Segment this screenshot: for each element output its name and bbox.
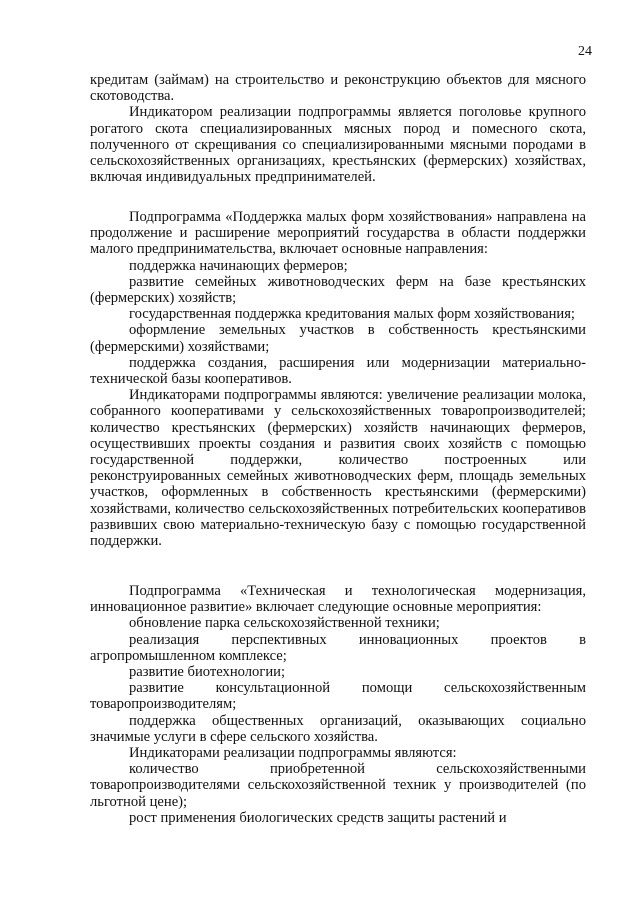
paragraph-indicators-heading: Индикаторами реализации подпрограммы являются:: [129, 745, 457, 762]
list-item: количество приобретенной сельскохозяйственными товаропроизводителями сельскохозяйственной техник у производителей (по льготной цене);: [90, 761, 586, 810]
list-item: обновление парка сельскохозяйственной техники;: [129, 615, 440, 632]
list-item: развитие семейных животноводческих ферм на базе крестьянских (фермерских) хозяйств;: [90, 273, 586, 307]
section-tech-modernization: [90, 583, 586, 826]
page-number: 24: [578, 44, 592, 59]
list-item: рост применения биологических средств защиты растений и: [129, 809, 507, 826]
paragraph-continuation: кредитам (займам) на строительство и реконструкцию объектов для мясного скотоводства.: [90, 72, 586, 105]
list-item: государственная поддержка кредитования малых форм хозяйствования;: [129, 306, 575, 323]
list-item: оформление земельных участков в собственность крестьянскими (фермерскими) хозяйствами;: [90, 322, 586, 355]
section-meat-cattle-continuation: [90, 72, 586, 185]
list-item: развитие биотехнологии;: [129, 664, 286, 681]
list-item: реализация перспективных инновационных проектов в агропромышленном комплексе;: [90, 631, 586, 664]
paragraph-intro: Подпрограмма «Поддержка малых форм хозяйствования» направлена на продолжение и расширение мероприятий государства в области поддержки малого предпринимательства, включает основные направления:: [90, 209, 586, 258]
list-item: развитие консультационной помощи сельскохозяйственным товаропроизводителям;: [90, 680, 586, 713]
paragraph-indicator: Индикатором реализации подпрограммы является поголовье крупного рогатого скота специализированных мясных пород и помесного скота, полученного от скрещивания со специализированными мясными породами в сельскохозяйственных организациях, крестьянских (фермерских) хозяйствах, включая индивидуальных предпринимателей.: [90, 104, 586, 186]
list-item: поддержка общественных организаций, оказывающих социально значимые услуги в сфере сельского хозяйства.: [90, 712, 586, 745]
list-item: поддержка создания, расширения или модернизации материально-технической базы кооперативов.: [90, 354, 586, 388]
section-small-farms: [90, 209, 586, 549]
paragraph-indicators: Индикаторами подпрограммы являются: увеличение реализации молока, собранного кооперативами у сельскохозяйственных товаропроизводителей; количество крестьянских (фермерских) хозяйств начинающих фермеров, осуществивших проекты создания и развития своих хозяйств с помощью государственной поддержки, количество построенных или реконструированных семейных животноводческих ферм, площадь земельных участков, оформленных в собственность крестьянскими (фермерскими) хозяйствами, количество сельскохозяйственных потребительских кооперативов развивших свою материально-техническую базу с помощью государственной поддержки.: [90, 387, 586, 550]
list-item: поддержка начинающих фермеров;: [129, 257, 348, 274]
paragraph-intro: Подпрограмма «Техническая и технологическая модернизация, инновационное развитие» включает следующие основные мероприятия:: [90, 583, 586, 616]
